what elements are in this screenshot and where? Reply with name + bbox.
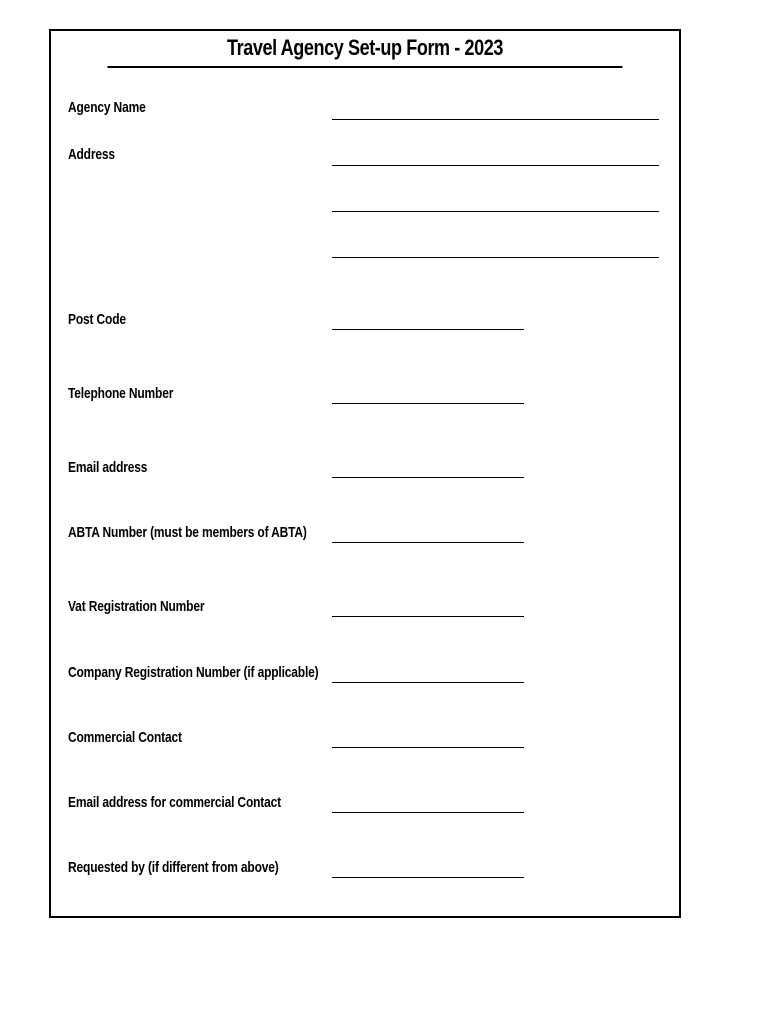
- commercial-contact-label: Commercial Contact: [68, 729, 182, 746]
- vat-registration-number-label: Vat Registration Number: [68, 598, 205, 615]
- setup-form: [49, 29, 681, 918]
- email-address-field[interactable]: [332, 477, 524, 478]
- address-line-1-field[interactable]: [332, 165, 659, 166]
- company-registration-number-label: Company Registration Number (if applicable): [68, 664, 319, 681]
- form-title-bar: [108, 31, 623, 68]
- post-code-field[interactable]: [332, 329, 524, 330]
- post-code-label: Post Code: [68, 311, 126, 328]
- commercial-contact-field[interactable]: [332, 747, 524, 748]
- commercial-contact-email-label: Email address for commercial Contact: [68, 794, 281, 811]
- vat-registration-number-field[interactable]: [332, 616, 524, 617]
- commercial-contact-email-field[interactable]: [332, 812, 524, 813]
- address-line-3-field[interactable]: [332, 257, 659, 258]
- address-line-2-field[interactable]: [332, 211, 659, 212]
- email-address-label: Email address: [68, 459, 148, 476]
- address-label: Address: [68, 146, 115, 163]
- requested-by-label: Requested by (if different from above): [68, 859, 279, 876]
- abta-number-label: ABTA Number (must be members of ABTA): [68, 524, 307, 541]
- telephone-number-field[interactable]: [332, 403, 524, 404]
- form-title: Travel Agency Set-up Form - 2023: [227, 35, 503, 60]
- abta-number-field[interactable]: [332, 542, 524, 543]
- agency-name-label: Agency Name: [68, 99, 146, 116]
- requested-by-field[interactable]: [332, 877, 524, 878]
- company-registration-number-field[interactable]: [332, 682, 524, 683]
- telephone-number-label: Telephone Number: [68, 385, 174, 402]
- agency-name-field[interactable]: [332, 119, 659, 120]
